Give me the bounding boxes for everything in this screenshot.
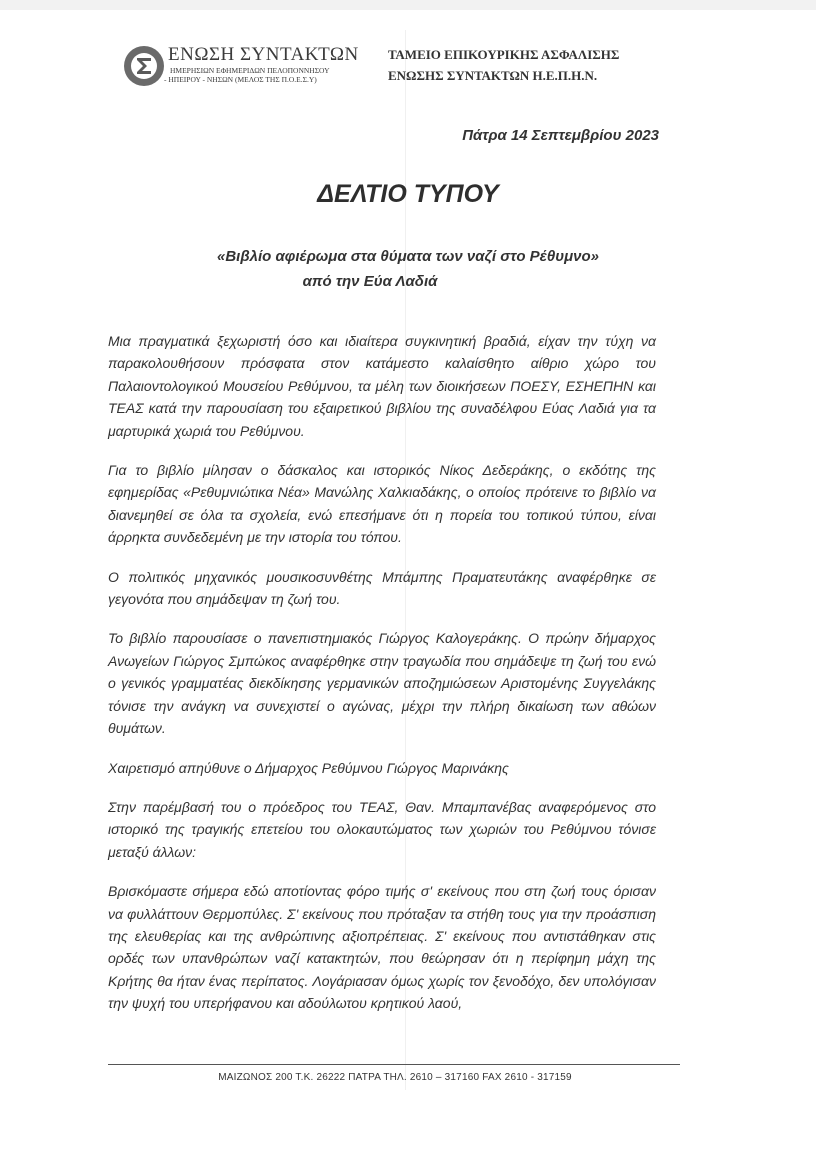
paragraph-7: Βρισκόμαστε σήμερα εδώ αποτίοντας φόρο τιμής σ' εκείνους που στη ζωή τους όρισαν να φυλλάττουν Θερμοπύλες. Σ' εκείνους που πρόταξαν τα στήθη τους για την προάσπιση της ελευθερίας και της ανθρώπινης αξιοπρέπειας. Σ' εκείνους που αντιστάθηκαν στις ορδές των υπανθρώπων ναζί κατακτητών, που θεώρησαν ότι η περίφημη μάχη της Κρήτης θα ήταν ένας περίπατος. Λογάριασαν όμως χωρίς τον ξενοδόχο, δεν υπολόγισαν την ψυχή του υπερήφανου και αδούλωτου κρητικού λαού, (108, 883, 656, 1012)
paragraph-2: Για το βιβλίο μίλησαν ο δάσκαλος και ιστορικός Νίκος Δεδεράκης, ο εκδότης της εφημερίδας «Ρεθυμνιώτικα Νέα» Μανώλης Χαλκιαδάκης, ο οποίος πρότεινε το βιβλίο να διανεμηθεί σε όλα τα σχολεία, ενώ επεσήμανε ότι η πορεία του τοπικού τύπου, είναι άρρηκτα συνδεδεμένη με την ιστορία του τόπου. (108, 462, 656, 546)
top-strip (0, 0, 816, 10)
paragraph-4: Το βιβλίο παρουσίασε ο πανεπιστημιακός Γιώργος Καλογεράκης. Ο πρώην δήμαρχος Ανωγείων Γιώργος Σμπώκος αναφέρθηκε στην τραγωδία που σημάδεψε τη ζωή του ενώ ο γενικός γραμματέας διεκδίκησης γερμανικών αποζημιώσεων Αριστομένης Συγγελάκης τόνισε την ανάγκη να συνεχιστεί ο αγώνας, μέχρι την πλήρη δικαίωση των αθώων θυμάτων. (108, 630, 656, 737)
organization-line1: ΤΑΜΕΙΟ ΕΠΙΚΟΥΡΙΚΗΣ ΑΣΦΑΛΙΣΗΣ (388, 47, 620, 62)
document-heading: ΔΕΛΤΙΟ ΤΥΠΟΥ (317, 180, 499, 208)
union-emblem-icon (122, 44, 166, 88)
paragraph-6: Στην παρέμβασή του ο πρόεδρος του ΤΕΑΣ, Θαν. Μπαμπανέβας αναφερόμενος στο ιστορικό της τραγικής επετείου του ολοκαυτώματος των χωριών του Ρεθύμνου τόνισε μεταξύ άλλων: (108, 798, 656, 860)
logo-subtitle-line2: - ΗΠΕΙΡΟΥ - ΝΗΣΩΝ (ΜΕΛΟΣ ΤΗΣ Π.Ο.Ε.Σ.Υ) (164, 75, 317, 84)
paragraph-1: Μια πραγματικά ξεχωριστή όσο και ιδιαίτερα συγκινητική βραδιά, είχαν την τύχη να παρακολουθήσουν πρόσφατα στον κατάμεστο καλαίσθητο αίθριο χώρο του Παλαιοντολογικού Μουσείου Ρεθύμνου, τα μέλη των διοικήσεων ΠΟΕΣΥ, ΕΣΗΕΠΗΝ και ΤΕΑΣ κατά την παρουσίαση του εξαιρετικού βιβλίου της συναδέλφου Εύας Λαδιά για τα μαρτυρικά χωριά του Ρεθύμνου. (108, 333, 656, 439)
logo-subtitle-line1: ΗΜΕΡΗΣΙΩΝ ΕΦΗΜΕΡΙΔΩΝ ΠΕΛΟΠΟΝΝΗΣΟΥ (170, 66, 330, 75)
organization-name (388, 44, 619, 86)
footer-address: ΜΑΙΖΩΝΟΣ 200 Τ.Κ. 26222 ΠΑΤΡΑ ΤΗΛ. 2610 – 317160 FAX 2610 - 317159 (218, 1072, 572, 1083)
book-title: «Βιβλίο αφιέρωμα στα θύματα των ναζί στο Ρέθυμνο» (217, 248, 599, 265)
press-release-body (108, 330, 656, 1032)
paragraph-3: Ο πολιτικός μηχανικός μουσικοσυνθέτης Μπάμπης Πραματευτάκης αναφέρθηκε σε γεγονότα που σημάδεψαν τη ζωή του. (108, 568, 656, 608)
logo-title: ΕΝΩΣΗ ΣΥΝΤΑΚΤΩΝ (168, 44, 359, 65)
book-author: από την Εύα Λαδιά (302, 273, 438, 290)
document-date: Πάτρα 14 Σεπτεμβρίου 2023 (462, 127, 659, 144)
paragraph-5: Χαιρετισμό απηύθυνε ο Δήμαρχος Ρεθύμνου Γιώργος Μαρινάκης (108, 759, 509, 776)
footer-divider (108, 1064, 680, 1065)
organization-line2: ΕΝΩΣΗΣ ΣΥΝΤΑΚΤΩΝ Η.Ε.Π.Η.Ν. (388, 68, 598, 83)
union-logo (122, 44, 372, 90)
